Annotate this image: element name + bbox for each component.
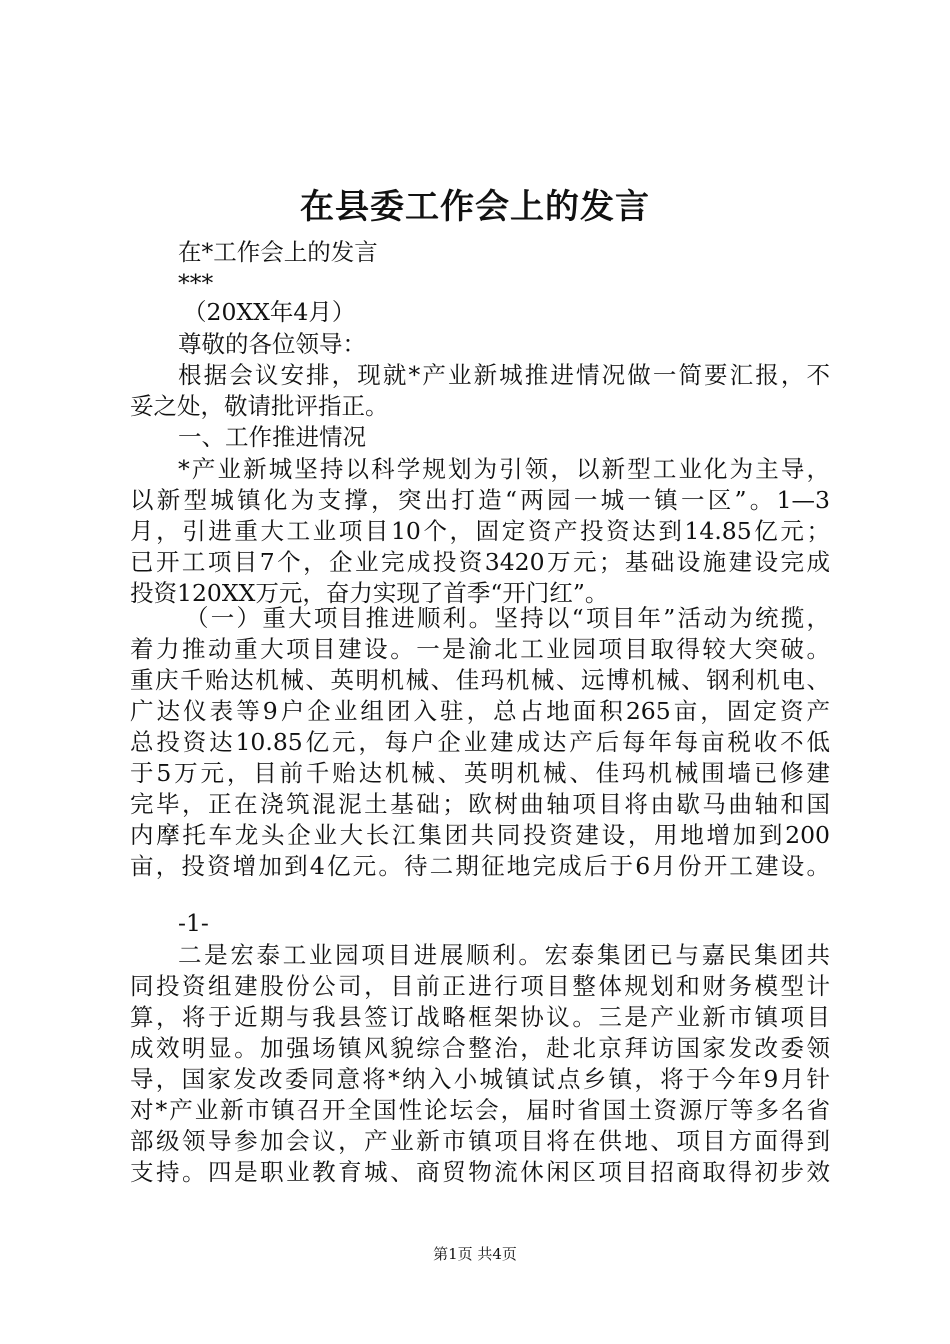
paragraph-line: 于5万元，目前千贻达机械、英明机械、佳玛机械围墙已修建 bbox=[130, 759, 830, 787]
salutation: 尊敬的各位领导： bbox=[178, 330, 366, 358]
paragraph-line: 着力推动重大项目建设。一是渝北工业园项目取得较大突破。 bbox=[130, 635, 830, 663]
page-number-marker: -1- bbox=[178, 909, 209, 937]
paragraph-line: 投资120XX万元，奋力实现了首季“开门红”。 bbox=[130, 579, 609, 607]
paragraph-line: 完毕，正在浇筑混泥土基础；欧树曲轴项目将由歇马曲轴和国 bbox=[130, 790, 830, 818]
paragraph-line: 对*产业新市镇召开全国性论坛会，届时省国土资源厅等多名省 bbox=[130, 1096, 830, 1124]
paragraph-line: 广达仪表等9户企业组团入驻，总占地面积265亩，固定资产 bbox=[130, 697, 830, 725]
paragraph-line: 导，国家发改委同意将*纳入小城镇试点乡镇，将于今年9月针 bbox=[130, 1065, 830, 1093]
speech-subtitle: 在*工作会上的发言 bbox=[178, 238, 378, 266]
paragraph-line: *产业新城坚持以科学规划为引领，以新型工业化为主导， bbox=[178, 455, 830, 483]
paragraph-line: 内摩托车龙头企业大长江集团共同投资建设，用地增加到200 bbox=[130, 821, 830, 849]
paragraph-line: 已开工项目7个，企业完成投资3420万元；基础设施建设完成 bbox=[130, 548, 830, 576]
paragraph-line: 同投资组建股份公司，目前正进行项目整体规划和财务模型计 bbox=[130, 972, 830, 1000]
intro-line: 妥之处，敬请批评指正。 bbox=[130, 392, 389, 420]
paragraph-line: （一）重大项目推进顺利。坚持以“项目年”活动为统揽， bbox=[185, 604, 830, 632]
paragraph-line: 支持。四是职业教育城、商贸物流休闲区项目招商取得初步效 bbox=[130, 1158, 830, 1186]
section-heading: 一、工作推进情况 bbox=[178, 423, 366, 451]
document-title: 在县委工作会上的发言 bbox=[300, 187, 650, 227]
paragraph-line: 月，引进重大工业项目10个，固定资产投资达到14.85亿元； bbox=[130, 517, 830, 545]
paragraph-line: 重庆千贻达机械、英明机械、佳玛机械、远博机械、钢利机电、 bbox=[130, 666, 830, 694]
paragraph-line: 算，将于近期与我县签订战略框架协议。三是产业新市镇项目 bbox=[130, 1003, 830, 1031]
paragraph-line: 总投资达10.85亿元，每户企业建成达产后每年每亩税收不低 bbox=[130, 728, 830, 756]
speech-date: （20XX年4月） bbox=[183, 298, 356, 326]
paragraph-line: 以新型城镇化为支撑，突出打造“两园一城一镇一区”。1—3 bbox=[130, 486, 830, 514]
paragraph-line: 二是宏泰工业园项目进展顺利。宏泰集团已与嘉民集团共 bbox=[178, 941, 830, 969]
paragraph-line: 部级领导参加会议，产业新市镇项目将在供地、项目方面得到 bbox=[130, 1127, 830, 1155]
page-footer: 第1页 共4页 bbox=[433, 1245, 517, 1263]
intro-line: 根据会议安排，现就*产业新城推进情况做一简要汇报，不 bbox=[178, 361, 830, 389]
speech-author: *** bbox=[178, 269, 214, 297]
paragraph-line: 成效明显。加强场镇风貌综合整治，赴北京拜访国家发改委领 bbox=[130, 1034, 830, 1062]
paragraph-line: 亩，投资增加到4亿元。待二期征地完成后于6月份开工建设。 bbox=[130, 852, 830, 880]
